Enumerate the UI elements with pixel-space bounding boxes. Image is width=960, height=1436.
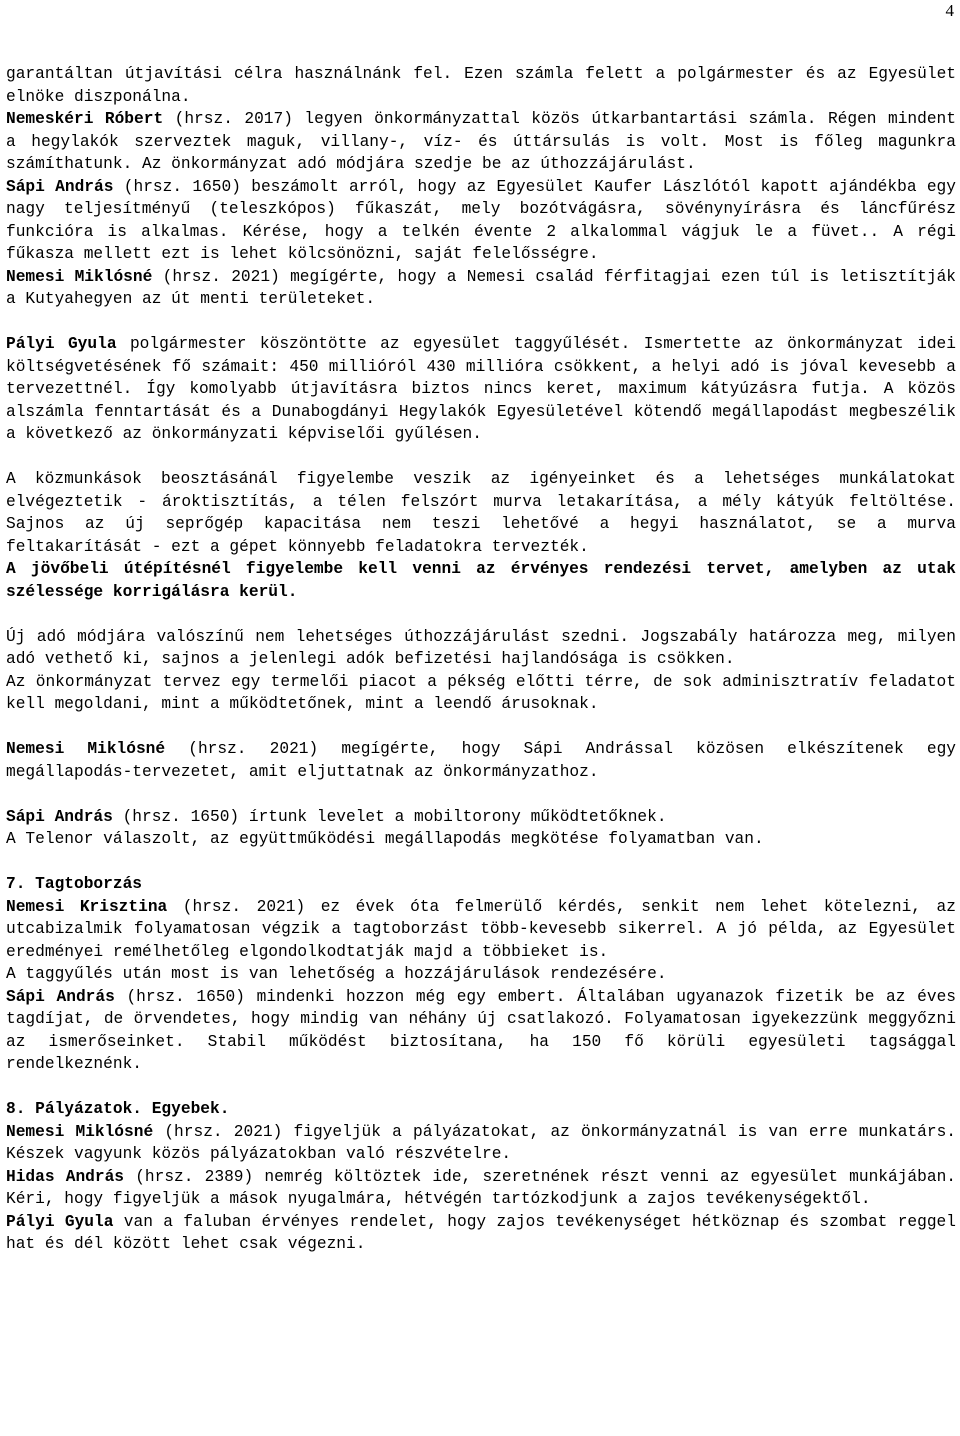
paragraph-text: (hrsz. 2021) megígérte, hogy Sápi Andrással közösen elkészítenek egy megállapodás-tervezetet, amit eljuttatnak az önkormányzathoz.	[6, 740, 956, 781]
paragraph-text: (hrsz. 1650) mindenki hozzon még egy embert. Általában ugyanazok fizetik be az éves tagdíjat, de örvendetes, hogy mindig van néhány új csatlakozó. Folyamatosan igyekezzünk meggyőzni az ismerőseinket. Stabil működést biztosítana, ha 150 fő körüli egyesületi tagsággal rendelkeznénk.	[6, 987, 956, 1073]
paragraph-text: (hrsz. 2017) legyen önkormányzattal közös útkarbantartási számla. Régen mindent a hegylakók szerveztek maguk, villany-, víz- és úttársulás is volt. Most is főleg magunkra számíthatunk. Az önkormányzat adó módjára szedje be az úthozzájárulást.	[6, 110, 956, 173]
paragraph-text: polgármester köszöntötte az egyesület taggyűlését. Ismertette az önkormányzat idei költségvetésének fő számait: 450 millióról 430 millióra csökkent, a helyi adó is jóval kevesebb a tervezettnél. Így komolyabb útjavításra biztos nincs keret, maximum kátyúzásra futja. A közös alszámla fenntartását és a Dunabogdányi Hegylakók Egyesületével kötendő megállapodást megbeszélik a következő az önkormányzati képviselői gyűlésen.	[6, 335, 956, 443]
paragraph	[6, 333, 956, 446]
paragraph-text: (hrsz. 2021) figyeljük a pályázatokat, az önkormányzatnál is van erre munkatárs. Készek vagyunk közös pályázatokban való részvételre.	[6, 1122, 956, 1163]
paragraph	[6, 806, 956, 829]
speaker-name: Sápi András	[6, 177, 114, 196]
paragraph-text: (hrsz. 1650) írtunk levelet a mobiltorony működtetőknek.	[112, 807, 667, 826]
paragraph	[6, 828, 956, 851]
paragraph-text: Az önkormányzat tervez egy termelői piacot a pékség előtti térre, de sok adminisztratív feladatot kell megoldani, mint a működtetőnek, mint a leendő árusoknak.	[6, 672, 956, 713]
speaker-name: Nemeskéri Róbert	[6, 110, 164, 128]
section-heading	[6, 873, 956, 896]
paragraph-text: garantáltan útjavítási célra használnánk fel. Ezen számla felett a polgármester és az Egyesület elnöke diszponálna.	[6, 65, 956, 106]
document-body	[6, 63, 956, 1256]
paragraph	[6, 1166, 956, 1211]
paragraph	[6, 986, 956, 1076]
speaker-name: Nemesi Krisztina	[6, 897, 168, 916]
paragraph-text: van a faluban érvényes rendelet, hogy zajos tevékenységet hétköznap és szombat reggel hat és dél között lehet csak végezni.	[6, 1212, 956, 1253]
paragraph-text: Új adó módjára valószínű nem lehetséges úthozzájárulást szedni. Jogszabály határozza meg, milyen adó vethető ki, sajnos a jelenlegi adók befizetési hajlandósága is csökken.	[6, 627, 956, 668]
section-title: 7. Tagtoborzás	[6, 875, 142, 893]
paragraph	[6, 963, 956, 986]
page-number: 4	[945, 1, 954, 20]
paragraph	[6, 626, 956, 671]
paragraph-text: A Telenor válaszolt, az együttműködési megállapodás megkötése folyamatban van.	[6, 830, 764, 848]
paragraph-text: A közmunkások beosztásánál figyelembe veszik az igényeinket és a lehetséges munkálatokat elvégeztetik - ároktisztítás, a télen felszórt murva letakarítása, a mély kátyúk feltöltése. Sajnos az új seprőgép kapacitása nem teszi lehetővé a hegyi használatot, se a murva feltakarítását - ezt a gépet könnyebb feladatokra tervezték.	[6, 470, 956, 556]
speaker-name: Nemesi Miklósné	[6, 740, 166, 758]
paragraph-text: (hrsz. 1650) beszámolt arról, hogy az Egyesület Kaufer Lászlótól kapott ajándékba egy nagy teljesítményű (teleszkópos) fűkaszát, mely bozótvágásra, sövénynyírásra és láncfűrész funkcióra is alkalmas. Kérése, hogy a telkén évente 2 alkalommal vágjuk le a füvet.. A régi fűkasza mellett ezt is lehet kölcsönözni, saját felelősségre.	[6, 177, 956, 263]
bold-statement: A jövőbeli útépítésnél figyelembe kell venni az érvényes rendezési tervet, amelyben az utak szélessége korrigálásra kerül.	[6, 560, 956, 601]
speaker-name: Pályi Gyula	[6, 335, 117, 353]
paragraph-text: (hrsz. 2021) megígérte, hogy a Nemesi család férfitagjai ezen túl is letisztítják a Kutyahegyen az út menti területeket.	[6, 267, 956, 308]
paragraph-text: A taggyűlés után most is van lehetőség a hozzájárulások rendezésére.	[6, 965, 667, 983]
speaker-name: Nemesi Miklósné	[6, 267, 153, 286]
paragraph	[6, 558, 956, 603]
paragraph	[6, 108, 956, 176]
speaker-name: Sápi András	[6, 807, 113, 826]
section-heading	[6, 1098, 956, 1121]
section-title: 8. Pályázatok. Egyebek.	[6, 1100, 230, 1118]
paragraph	[6, 738, 956, 783]
paragraph-text: (hrsz. 2389) nemrég költöztek ide, szeretnének részt venni az egyesület munkájában. Kéri, hogy figyeljük a mások nyugalmára, hétvégén tartózkodjunk a zajos tevékenységektől.	[6, 1167, 956, 1208]
paragraph	[6, 468, 956, 558]
speaker-name: Pályi Gyula	[6, 1212, 114, 1231]
paragraph	[6, 1211, 956, 1256]
speaker-name: Sápi András	[6, 987, 115, 1006]
paragraph	[6, 63, 956, 108]
paragraph	[6, 896, 956, 964]
paragraph	[6, 266, 956, 311]
speaker-name: Hidas András	[6, 1167, 125, 1186]
paragraph	[6, 176, 956, 266]
paragraph	[6, 1121, 956, 1166]
speaker-name: Nemesi Miklósné	[6, 1122, 154, 1141]
paragraph	[6, 671, 956, 716]
paragraph-text: (hrsz. 2021) ez évek óta felmerülő kérdés, senkit nem lehet kötelezni, az utcabizalmik folyamatosan végzik a tagtoborzást több-kevesebb sikerrel. A jó példa, az Egyesület eredményei remélhetőleg elgondolkodtatják majd a többieket is.	[6, 897, 956, 961]
